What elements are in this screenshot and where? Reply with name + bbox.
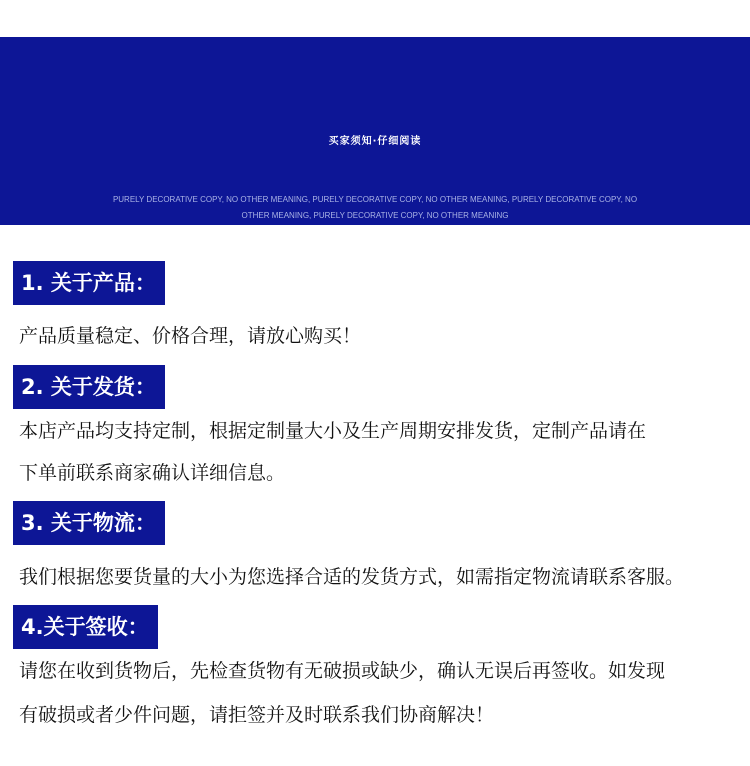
section-text-shipping-line-1: 本店产品均支持定制，根据定制量大小及生产周期安排发货，定制产品请在 bbox=[19, 420, 647, 442]
section-text-receipt-line-1: 请您在收到货物后，先检查货物有无破损或缺少，确认无误后再签收。如发现 bbox=[19, 660, 666, 682]
section-text-shipping-line-2: 下单前联系商家确认详细信息。 bbox=[19, 462, 286, 484]
page-title: 买家须知·仔细阅读 bbox=[328, 136, 422, 147]
section-label-shipping: 2. 关于发货： bbox=[13, 365, 165, 409]
header-banner bbox=[0, 37, 750, 225]
section-text-product-line-1: 产品质量稳定、价格合理，请放心购买！ bbox=[19, 325, 362, 347]
section-label-receipt: 4.关于签收： bbox=[13, 605, 158, 649]
section-text-logistics-line-1: 我们根据您要货量的大小为您选择合适的发货方式，如需指定物流请联系客服。 bbox=[19, 566, 685, 588]
section-text-receipt-line-2: 有破损或者少件问题，请拒签并及时联系我们协商解决！ bbox=[19, 704, 495, 726]
section-label-logistics: 3. 关于物流： bbox=[13, 501, 165, 545]
decorative-subtitle: PURELY DECORATIVE COPY, NO OTHER MEANING, PURELY DECORATIVE COPY, NO OTHER MEANING, PURELY DECORATIVE COPY, NO OTHER MEANING, PURELY DECORATIVE COPY, NO OTHER MEANING bbox=[112, 195, 638, 220]
section-label-product: 1. 关于产品： bbox=[13, 261, 165, 305]
